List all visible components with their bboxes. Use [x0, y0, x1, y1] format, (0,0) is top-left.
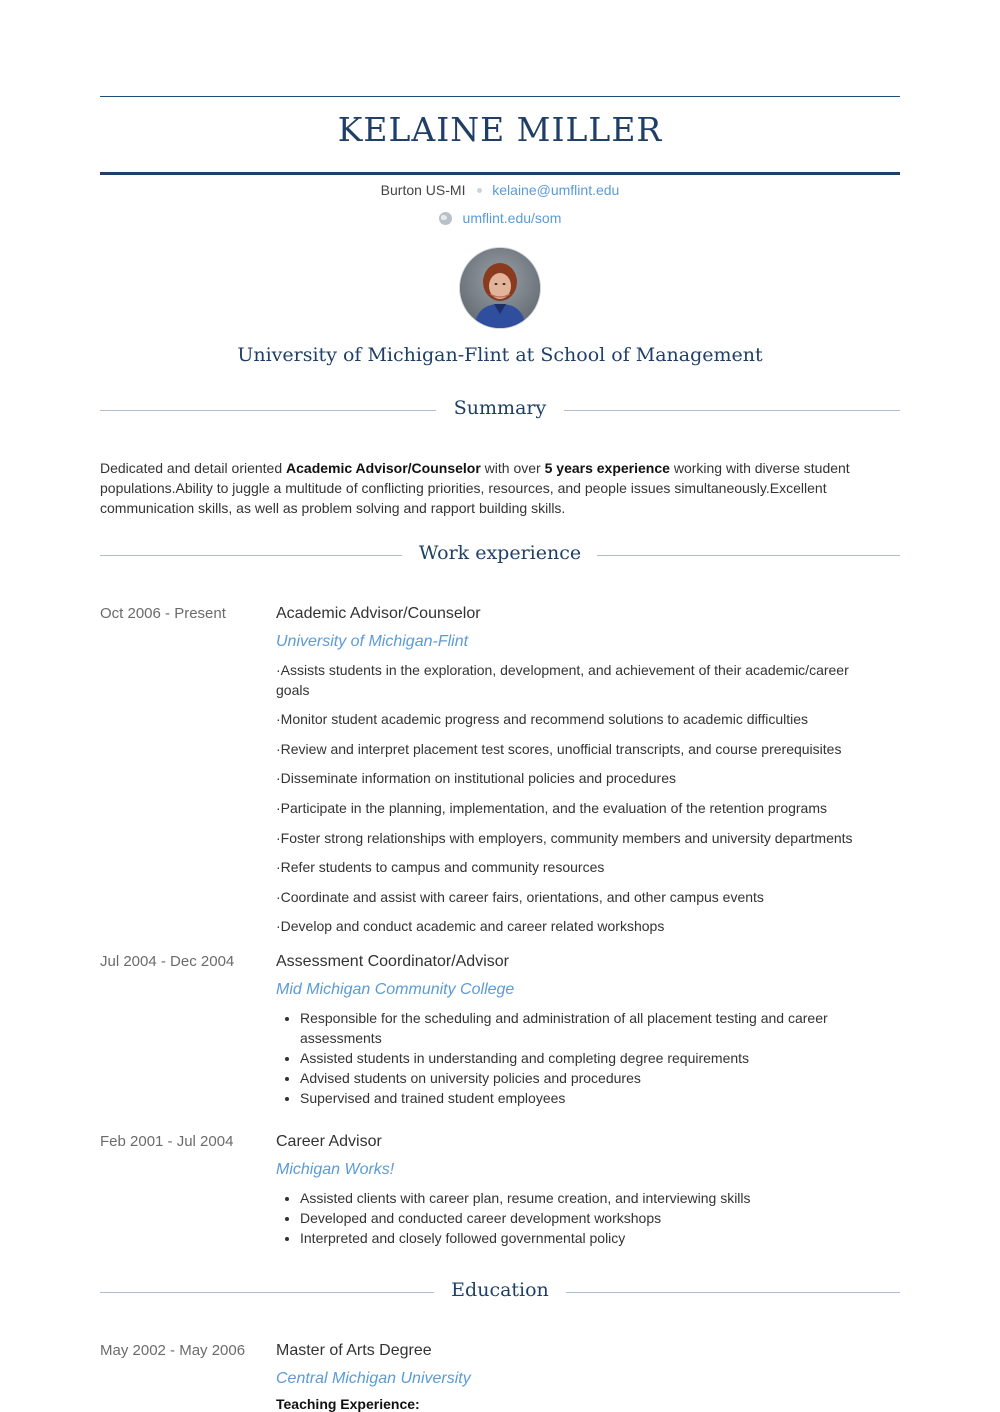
section-title: Education	[451, 1279, 549, 1301]
list-item: • Advised students on university policies and procedures	[300, 1068, 890, 1088]
entry-date: Jul 2004 - Dec 2004	[100, 953, 235, 970]
duty-paragraph: ·Review and interpret placement test scores, unofficial transcripts, and course prerequisites	[276, 741, 842, 757]
duty-list	[276, 1188, 890, 1248]
list-item: • Supervised and trained student employees	[300, 1088, 890, 1108]
summary-text	[100, 458, 900, 518]
list-item: • Interpreted and closely followed governmental policy	[300, 1228, 890, 1248]
work-section-header	[100, 542, 900, 568]
duty-list	[276, 1008, 890, 1108]
duty-paragraph: ·Monitor student academic progress and recommend solutions to academic difficulties	[276, 711, 808, 727]
duty-paragraph: ·Refer students to campus and community resources	[276, 859, 605, 875]
employer-name: Mid Michigan Community College	[276, 981, 515, 998]
location-text: Burton US-MI	[380, 182, 466, 198]
education-section-header	[100, 1279, 900, 1305]
globe-icon	[439, 212, 452, 225]
duty-paragraph: ·Foster strong relationships with employers, community members and university departments	[276, 830, 853, 846]
summary-section-header	[100, 397, 900, 423]
degree-title: Master of Arts Degree	[276, 1342, 432, 1359]
school-name: Central Michigan University	[276, 1370, 471, 1387]
entry-date: Oct 2006 - Present	[100, 605, 226, 622]
candidate-name: KELAINE MILLER	[337, 110, 663, 149]
list-item: • Assisted clients with career plan, resume creation, and interviewing skills	[300, 1188, 890, 1208]
employer-name: Michigan Works!	[276, 1161, 395, 1178]
header-bottom-rule	[100, 172, 900, 175]
job-title: Assessment Coordinator/Advisor	[276, 953, 509, 970]
separator-dot	[477, 188, 482, 193]
job-title: Academic Advisor/Counselor	[276, 605, 481, 622]
summary-part: with over	[480, 460, 545, 476]
employer-name: University of Michigan-Flint	[276, 633, 469, 650]
list-item: • Developed and conducted career development workshops	[300, 1208, 890, 1228]
profile-headline: University of Michigan-Flint at School of Management	[237, 344, 763, 366]
summary-highlight: Academic Advisor/Counselor	[286, 460, 481, 476]
duty-paragraph: ·Assists students in the exploration, development, and achievement of their academic/career goals	[276, 662, 849, 698]
header-top-rule	[100, 96, 900, 97]
list-item: • Assisted students in understanding and completing degree requirements	[300, 1048, 890, 1068]
summary-highlight: 5 years experience	[544, 460, 670, 476]
duty-paragraph: ·Participate in the planning, implementation, and the evaluation of the retention programs	[276, 800, 828, 816]
education-subheading: Teaching Experience:	[276, 1396, 420, 1412]
job-title: Career Advisor	[276, 1133, 382, 1150]
list-item: • Responsible for the scheduling and administration of all placement testing and career assessments	[300, 1008, 890, 1048]
section-title: Work experience	[418, 542, 582, 564]
contact-row	[100, 182, 900, 198]
duty-paragraph: ·Develop and conduct academic and career related workshops	[276, 918, 665, 934]
duty-paragraph: ·Disseminate information on institutional policies and procedures	[276, 770, 676, 786]
website-row	[100, 210, 900, 226]
summary-part: Dedicated and detail oriented	[100, 460, 287, 476]
entry-date: May 2002 - May 2006	[100, 1342, 246, 1359]
avatar	[460, 248, 540, 328]
email-link[interactable]: kelaine@umflint.edu	[492, 182, 620, 198]
duty-paragraph: ·Coordinate and assist with career fairs, orientations, and other campus events	[276, 889, 764, 905]
section-title: Summary	[453, 397, 547, 419]
entry-date: Feb 2001 - Jul 2004	[100, 1133, 234, 1150]
website-link[interactable]: umflint.edu/som	[462, 210, 562, 226]
summary-part: working with diverse student populations.Ability to juggle a multitude of conflicting priorities, resources, and people issues simultaneously.Excellent communication skills, as well as problem solving and rapport building skills.	[100, 460, 850, 516]
